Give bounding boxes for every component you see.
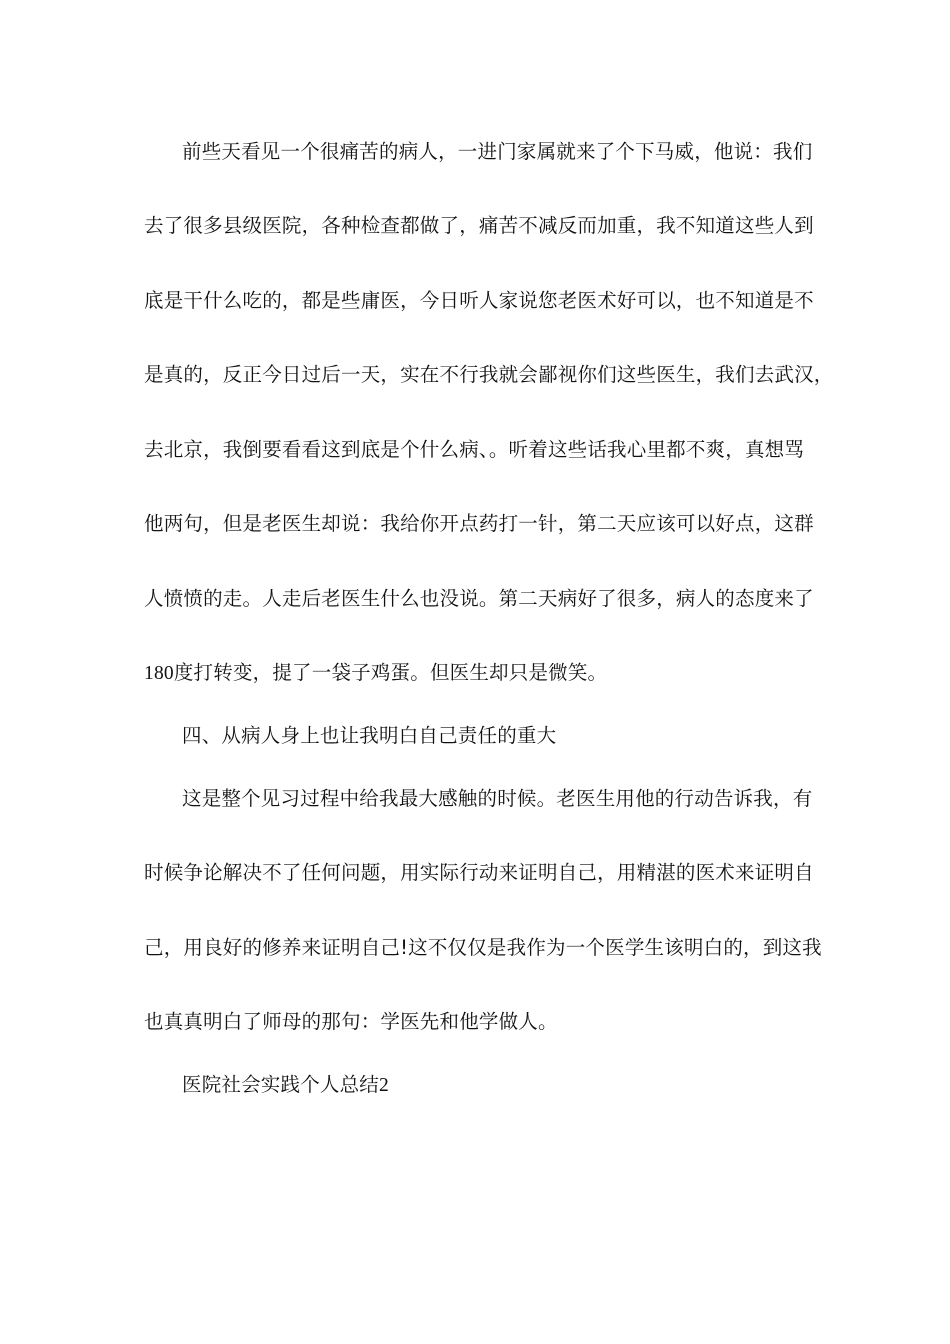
paragraph-2-line-3: 己，用良好的修养来证明自己!这不仅仅是我作为一个医学生该明白的，到这我 [144, 936, 822, 959]
number-180: 180 [144, 663, 174, 684]
paragraph-2-line-4: 也真真明白了师母的那句：学医先和他学做人。 [144, 1010, 558, 1033]
paragraph-1-line-5: 去北京，我倒要看看这到底是个什么病、。听着这些话我心里都不爽，真想骂 [144, 438, 805, 461]
paragraph-1-line-4: 是真的，反正今日过后一天，实在不行我就会鄙视你们这些医生，我们去武汉， [144, 363, 834, 386]
paragraph-1-line-2: 去了很多县级医院，各种检查都做了，痛苦不减反而加重，我不知道这些人到 [144, 214, 814, 237]
section-title-text: 医院社会实践个人总结 [182, 1073, 380, 1096]
paragraph-1-line-8 [144, 660, 607, 687]
paragraph-1-line-8-text: 度打转变，提了一袋子鸡蛋。但医生却只是微笑。 [173, 661, 608, 684]
paragraph-1-line-1: 前些天看见一个很痛苦的病人，一进门家属就来了个下马威，他说：我们 [182, 140, 813, 163]
paragraph-1-line-6: 他两句，但是老医生却说：我给你开点药打一针，第二天应该可以好点，这群 [144, 512, 814, 535]
paragraph-1-line-3: 底是干什么吃的，都是些庸医，今日听人家说您老医术好可以，也不知道是不 [144, 289, 814, 312]
section-heading-4: 四、从病人身上也让我明白自己责任的重大 [182, 724, 557, 747]
section-title [182, 1072, 389, 1099]
paragraph-1-line-7: 人愤愤的走。人走后老医生什么也没说。第二天病好了很多，病人的态度来了 [144, 587, 814, 610]
paragraph-2-line-2: 时候争论解决不了任何问题，用实际行动来证明自己，用精湛的医术来证明自 [144, 861, 814, 884]
section-title-number: 2 [379, 1075, 389, 1096]
paragraph-2-line-1: 这是整个见习过程中给我最大感触的时候。老医生用他的行动告诉我，有 [182, 787, 813, 810]
